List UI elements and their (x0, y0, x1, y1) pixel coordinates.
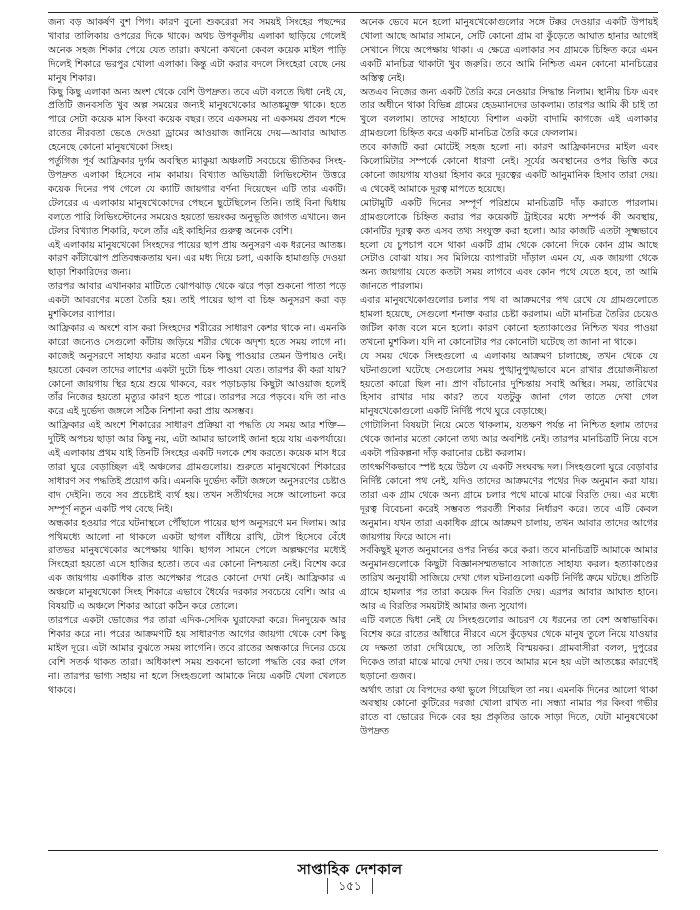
paragraph: তবে কাজটি করা মোটেই সহজ হলো না। কারণ আফ্রিকানদের মাইল এবং কিলোমিটার সম্পর্কে কোনো ধারণা নেই। সূর্যের অবস্থানের ওপর ভিত্তি করে কোনো জায়গায় যাওয়া হিসাব করে দূরত্বের একটি আনুমানিক হিসাব তারা দেয়। এ থেকেই আমাকে দূরত্ব মাপতে হয়েছে। (360, 142, 658, 195)
paragraph: তারপরে একটা ভোজের পর তারা এদিক-সেদিক ঘুরাফেরা করে। দিনদুয়েক আর শিকার করে না। পরের আক্রমণটি হয় সাধারণত আগের জায়গা থেকে বেশ কিছু মাইল দূরে। এটা আমার বুঝতে সময় লাগেনি। তবে রাতের অন্ধকারে দিনের চেয়ে বেশি সতর্ক থাকত তারা। অধিকাংশ সময় শুকনো ভালো পদ্ধতি বের করা গেল না। তারপর ভাগ্য সহায় না হলে সিংহগুলো আমাকে নিয়ে একটি খেলা খেলতে থাকবে। (48, 614, 346, 696)
paragraph: অন্ধকার হওয়ার পরে ঘটনাস্থলে পৌঁছালে পায়ের ছাপ অনুসরণে মন দিলাম। আর পথিমধ্যে আলো না থাকলে একটা ছাগল বাঁধিয়ে রাখি, টোপ হিসেবে বেঁধে রাতভর মানুষখেকোর অপেক্ষায় থাকি। ছাগল সামনে পেলে অল্পক্ষণের মধ্যেই সিংহেরা হয়তো এসে হাজির হতো। তবে এর কোনো নিশ্চয়তা নেই। বিশেষ করে এক জায়গায় একাধিক রাত অপেক্ষার পরেও কোনো দেখা নেই। আফ্রিকার এ অঞ্চলে মানুষখেকো সিংহ শিকারে এভাবে ধৈর্যের দরকার সবচেয়ে বেশি। আর এ বিষয়টি এ অঞ্চলে শিকার আরো কঠিন করে তোলে। (48, 517, 346, 613)
paragraph: অনেক ভেবে মনে হলো মানুষখেকোগুলোর সঙ্গে টক্কর দেওয়ার একটি উপায়ই খোলা আছে আমার সামনে, সেটি কোনো গ্রাম বা কুঁড়েতে আঘাত হানার আগেই সেখানে গিয়ে অপেক্ষায় থাকা। এ ক্ষেত্রে এলাকার সব গ্রামকে চিহ্নিত করে এমন একটি মানচিত্র থাকাটা খুব জরুরি। তবে আমি নিশ্চিত এমন কোনো মানচিত্রের অস্তিত্ব নেই। (360, 17, 658, 84)
paragraph: কিছু কিছু এলাকা অন্য অংশ থেকে বেশি উপদ্রুত। তবে এটা বলতে দ্বিধা নেই যে, প্রতিটি জনবসতি খুব অল্প সময়ের জন্যই মানুষখেকোর আতঙ্কমুক্ত থাকে। হতে পারে সেটা কয়েক মাস কিংবা কয়েক বছর। তবে একসময় না একসময় প্রবল শব্দে রাতের নীরবতা ভেঙে দেওয়া ড্রামের আওয়াজ জানিয়ে দেয়—আবার আঘাত হেনেছে কোনো মানুষখেকো সিংহ। (48, 86, 346, 154)
paragraph: অর্থাৎ তারা যে বিপদের কথা ভুলে গিয়েছিল তা নয়। এমনকি দিনের আলো থাকা অবস্থায় কোনো কুটিরের দরজা খোলা রাখত না। সন্ধ্যা নামার পর কিংবা গভীর রাতে বা ভোরের দিকে বের হয় প্রকৃতির ডাকে সাড়া দিতে, যেটা মানুষখেকো উপদ্রুত (360, 684, 658, 738)
paragraph: জন্য বড় আকর্ষণ বুশ পিগ। কারণ বুনো শুকরেরা সব সময়ই সিংহের পছন্দের খাবার তালিকায় ওপরের দিকে থাকে। অথচ উপকূলীয় এলাকা ছাড়িয়ে গেলেই অনেক সহজ শিকার পেয়ে যেত তারা। কখনো কখনো কেবল কয়েক মাইল পাড়ি দিলেই শিকারে ভরপুর খোলা এলাকা। কিন্তু এটা করার বদলে সিংহেরা বেছে নেয় মানুষ শিকার। (48, 17, 346, 84)
top-rule (48, 12, 658, 13)
footer-rule (48, 850, 658, 851)
paragraph: তারপর আবার এখানকার মাটিতে ঝোপঝাড় থেকে ঝরে পড়া শুকনো পাতা পড়ে একটা আবরণের মতো তৈরি হয়। তাই পায়ের ছাপ বা চিহ্ন অনুসরণ করা বড় মুশকিলের ব্যাপার। (48, 281, 346, 321)
paragraph: আফ্রিকার এই অংশে শিকারের সাধারণ প্রক্রিয়া বা পদ্ধতি যে সময় আর শক্তি—দুটিই অপচয় ছাড়া আর কিছু নয়, এটা আমার ভালোই জানা হয়ে যায় একপর্যায়ে। এই এলাকায় প্রথম যাই তিনটি সিংহের একটি দলকে শেষ করতে। কয়েক মাস ধরে তারা ঘুরে বেড়াচ্ছিল এই অঞ্চলের গ্রামগুলোয়। শুরুতে মানুষখেকো শিকারের সাধারণ সব পদ্ধতিই প্রয়োগ করি। এমনকি দুর্ভেদ্য কাঁটা জঙ্গলে অনুসরণের চেষ্টাও বাদ দেইনি। তবে সব প্রচেষ্টাই ব্যর্থ হয়। তখন সতীর্থদের সঙ্গে আলোচনা করে সম্পূর্ণ নতুন একটি পথ বেছে নিই। (48, 420, 346, 515)
paragraph: এটি বলতে দ্বিধা নেই যে সিংহগুলোর আচরণ যে ধরনের তা বেশ অস্বাভাবিক। বিশেষ করে রাতের আঁধারে নীরবে এসে কুঁড়েঘর থেকে মানুষ তুলে নিয়ে যাওয়ার যে দক্ষতা তারা দেখিয়েছে, তা সত্যিই বিস্ময়কর। গ্রামবাসীরা বলল, দুপুরের দিকেও তারা মাঝে মাঝে দেখা দেয়। তবে আমার মনে হয় এটা আতঙ্কের কারণেই ছড়ানো গুজব। (360, 614, 658, 682)
magazine-name: সাপ্তাহিক দেশকাল (297, 862, 403, 878)
paragraph: তাৎক্ষণিকভাবে স্পষ্ট হয়ে উঠল যে একটি সংঘবদ্ধ দল। সিংহগুলো ঘুরে বেড়াবার নির্দিষ্ট কোনো পথ নেই, যদিও তাদের আক্রমণের পথের দিক অনুমান করা যায়। তারা এক গ্রাম থেকে অন্য গ্রামে চলার পথে মাঝে মাঝে বিরতি দেয়। এর মধ্যে দূরত্ব বিবেচনা করেই সম্ভবত পরবর্তী শিকার নির্ধারণ করে। তবে এটি কেবল অনুমান। যখন তারা একাধিক গ্রামে আক্রমণ চালায়, তখন আবার তাদের আগের জায়গায় ফিরে আসে না। (360, 462, 658, 543)
paragraph: এই এলাকায় মানুষখেকো সিংহদের পায়ের ছাপ প্রায় অনুসরণ এক ধরনের আতঙ্ক। কারণ কাঁটাঝোপ প্রতিবন্ধকতায় ঘন। এর মধ্য দিয়ে চলা, একাকি হামাগুড়ি দেওয়া ছাড়া শিকারিদের জন্য। (48, 239, 346, 279)
paragraph: মোটামুটি একটি দিনের সম্পূর্ণ পরিশ্রমে মানচিত্রটি দাঁড় করাতে পারলাম। গ্রামগুলোকে চিহ্নিত করার পর কয়েকটি ট্রাইবের মধ্যে সম্পর্ক কী অবস্থায়, কোনটির দূরত্ব কত এসব তথ্য সংযুক্ত করা হলো। আর কাজটি এতটা সূক্ষ্মভাবে হলো যে চুপচাপ বসে থাকা একটি গ্রাম থেকে কোনো দিকে কোন গ্রাম আছে সেটাও বোঝা যায়। সব মিলিয়ে ব্যাপারটা দাঁড়াল এমন যে, এক জায়গা থেকে অন্য জায়গায় যেতে কতটা সময় লাগবে এবং কোন পথে যেতে হবে, তা আমি জানতে পারলাম। (360, 197, 658, 293)
paragraph: অতএব নিজের জন্য একটি তৈরি করে নেওয়ার সিদ্ধান্ত নিলাম। স্থানীয় চিফ এবং তার অধীনে থাকা বিভিন্ন গ্রামের হেডম্যানদের ডাকলাম। তারপর আমি কী চাই তা খুলে বললাম। তাদের সাহায্যে বিশাল একটা বাদামি কাগজে এই এলাকার গ্রামগুলো চিহ্নিত করে একটি মানচিত্র তৈরি করে ফেললাম। (360, 86, 658, 140)
article-body (48, 16, 658, 846)
paragraph: পর্তুগিজ পূর্ব আফ্রিকার দুর্গম অবস্থিত ম্যাকুয়া অঞ্চলটি সবচেয়ে ভীতিকর সিংহ-উপদ্রুত এলাকা হিসেবে নাম কামায়। বিখ্যাত অভিযাত্রী লিভিংস্টোন উত্তরে কয়েক দিনের পথ গেলে যে ক্যাটি জায়গার বর্ণনা দিয়েছেন এটি তার একটি। টেলরের এ এলাকায় মানুষখেকোদের পেছনে ছুটেছিলেন তিনি। তাই বিনা দ্বিধায় বলতে পারি লিভিংস্টোনের সময়েও হয়তো ভয়ংকর অনুভূতি জাগত এখানে। জন টেলর বিখ্যাত শিকারি, ফলে তাঁর এই কাহিনির গুরুত্ব অনেক বেশি। (48, 156, 346, 237)
paragraph: গোটালিনা বিষয়টা নিয়ে মেতে থাকলাম, যতক্ষণ পর্যন্ত না নিশ্চিত হলাম তাদের থেকে জানার মতো কোনো তথ্য আর অবশিষ্ট নেই। তারপর মানচিত্রটি নিয়ে বসে একটা পরিকল্পনা দাঁড় করানোর চেষ্টা করলাম। (360, 420, 658, 460)
right-column (360, 16, 658, 846)
paragraph: এবার মানুষখেকোগুলোর চলার পথ বা আক্রমণের পথ রেখে যে গ্রামগুলোতে হামলা হয়েছে, সেগুলো শনাক্ত করার চেষ্টা করলাম। এটা মানচিত্র তৈরির চেয়েও জটিল কাজ বলে মনে হলো। কারণ কোনো হত্যাকাণ্ডের নিশ্চিত খবর পাওয়া তখনো মুশকিল। যদি না কোনোটার পর কোনোটা ঘটেছে তা জানা না থাকে। (360, 295, 658, 348)
page-number: ১৫১ (327, 878, 372, 894)
paragraph: আফ্রিকার এ অংশে বাস করা সিংহদের শরীরের সাধারণ কেশর থাকে না। এমনকি কারো জন্যেও সেগুলো কাঁটায় জড়িয়ে শরীর থেকে অদৃশ্য হতে সময় লাগে না। কাজেই অনুসরণে সাহায্য করার মতো এমন কিছু পাওয়ার তেমন উপায়ও নেই। হয়তো কেবল তাদের লাশের একটা দুটো চিহ্ন পাওয়া যেত। তারপর কী করা যায়? কোনো জায়গায় স্থির হয়ে শুয়ে থাকবে, বরং পড়াচড়ায় কিছুটা আওয়াজ হলেই তাঁর নিজের হয়তো মৃত্যুর কারণ হতে পারে। তারপর সরে পড়বে। যদি তা নাও করে এই দুর্ভেদ্য জঙ্গলে সঠিক নিশানা করা প্রায় অসম্ভব। (48, 322, 346, 418)
left-column (48, 16, 346, 846)
paragraph: যে সময় থেকে সিংহগুলো এ এলাকায় আক্রমণ চালাচ্ছে, তখন থেকে যে ঘটনাগুলো ঘটেছে সেগুলোর সময় পুঙ্খানুপুঙ্খভাবে মনে রাখার প্রয়োজনীয়তা হয়তো কারো ছিল না। প্রাণ বাঁচানোর দুশ্চিন্তায় সবাই অস্থির। সময়, তারিখের হিসাব রাখার দায় কার? তবে যতটুকু জানা গেল তাতে দেখা গেল মানুষখেকোগুলো একটি নির্দিষ্ট পথে ঘুরে বেড়াচ্ছে। (360, 350, 658, 418)
paragraph: সর্বকিছুই মূলত অনুমানের ওপর নির্ভর করে করা। তবে মানচিত্রটি আমাকে আমার অনুমানগুলোকে কিছুটা বিজ্ঞানসম্মতভাবে সাজাতে সাহায্য করল। হত্যাকাণ্ডের তারিখ অনুযায়ী সাজিয়ে দেখা গেল ঘটনাগুলো একটি নির্দিষ্ট ক্রমে ঘটছে। প্রতিটি গ্রামে হামলার পর তারা কয়েক দিন বিরতি দেয়। এরপর আবার আঘাত হানে। আর এ বিরতির সময়টাই আমার জন্য সুযোগ। (360, 545, 658, 613)
